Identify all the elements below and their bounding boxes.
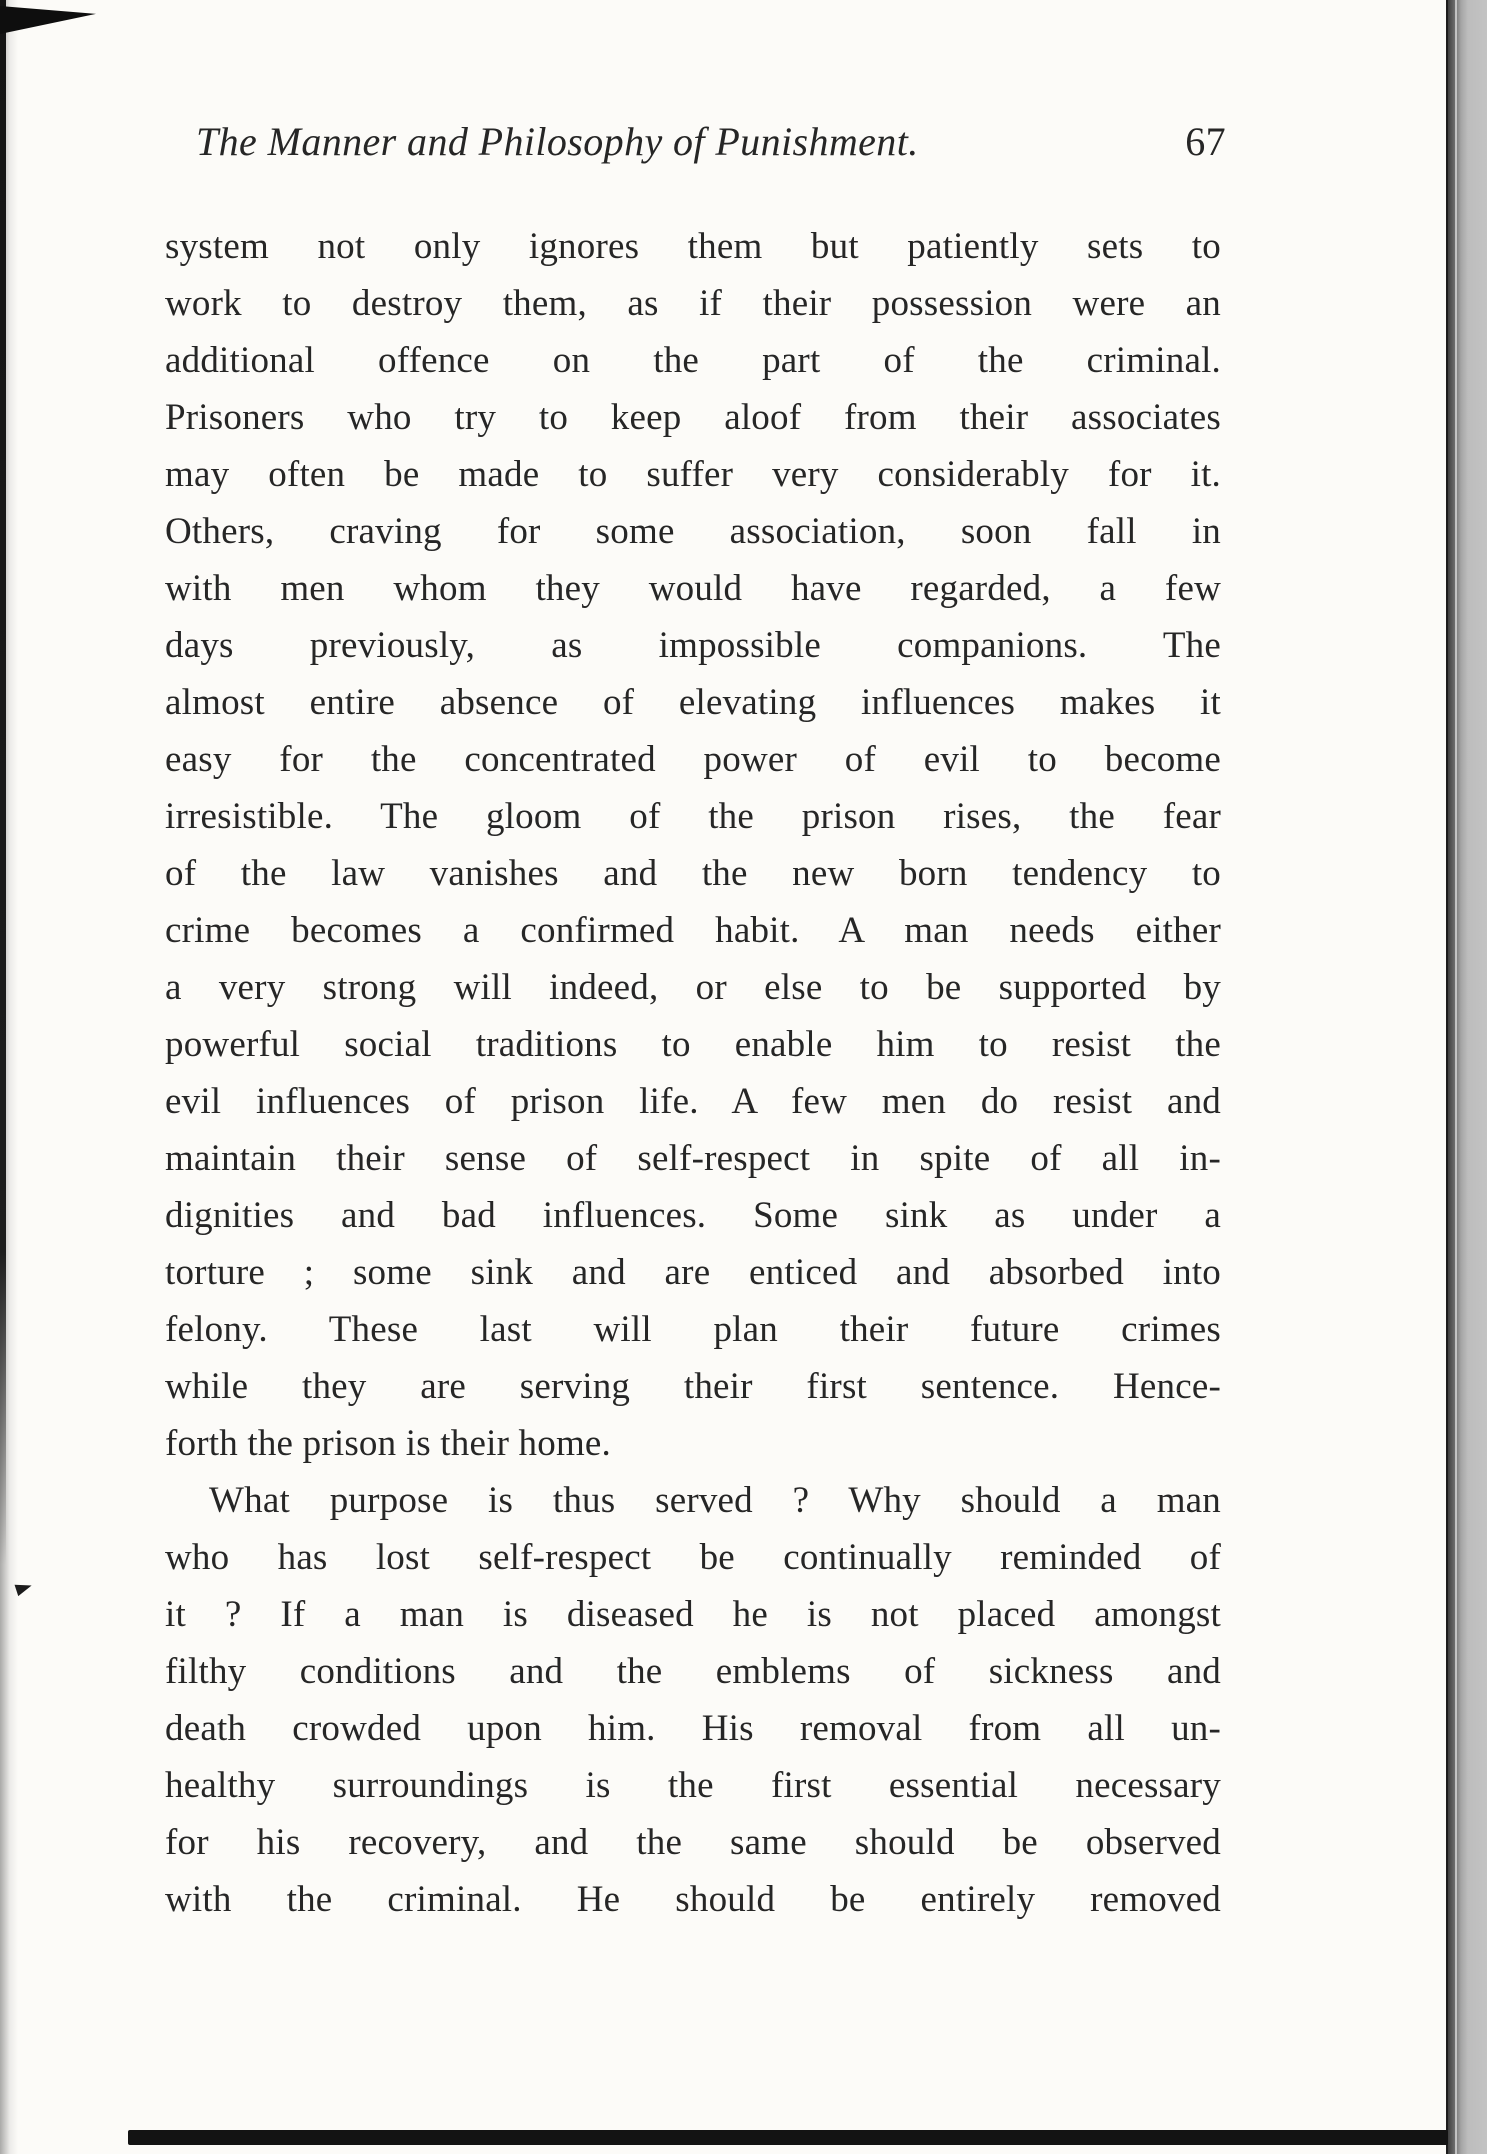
bottom-scan-bar [128, 2130, 1448, 2145]
text-line: who has lost self-respect be continually reminded of [165, 1537, 1221, 1578]
scan-highlight-line-right [1455, 0, 1457, 2154]
text-line: with men whom they would have regarded, a few [165, 568, 1221, 609]
text-line: felony. These last will plan their future crimes [165, 1309, 1221, 1350]
text-line: days previously, as impossible companions. The [165, 625, 1221, 666]
text-line: powerful social traditions to enable him to resist the [165, 1024, 1221, 1065]
text-line: with the criminal. He should be entirely removed [165, 1879, 1221, 1920]
text-line: of the law vanishes and the new born tendency to [165, 853, 1221, 894]
text-line: may often be made to suffer very considerably for it. [165, 454, 1221, 495]
binding-line-left [0, 0, 6, 1565]
body-text [165, 218, 1221, 1928]
text-line: work to destroy them, as if their possession were an [165, 283, 1221, 324]
text-line: for his recovery, and the same should be observed [165, 1822, 1221, 1863]
corner-ink-mark [0, 6, 96, 34]
paragraph [165, 218, 1221, 1472]
text-line: What purpose is thus served ? Why should a man [209, 1480, 1221, 1521]
text-line: filthy conditions and the emblems of sickness and [165, 1651, 1221, 1692]
scan-edge-right [1446, 0, 1487, 2154]
text-line: irresistible. The gloom of the prison rises, the fear [165, 796, 1221, 837]
text-line: forth the prison is their home. [165, 1423, 612, 1464]
text-line: it ? If a man is diseased he is not placed amongst [165, 1594, 1221, 1635]
text-line: system not only ignores them but patiently sets to [165, 226, 1221, 267]
text-line: while they are serving their first sentence. Hence- [165, 1366, 1221, 1407]
text-line: healthy surroundings is the first essential necessary [165, 1765, 1221, 1806]
text-line: death crowded upon him. His removal from all un- [165, 1708, 1221, 1749]
text-line: evil influences of prison life. A few men do resist and [165, 1081, 1221, 1122]
running-header [196, 118, 1226, 165]
text-line: additional offence on the part of the criminal. [165, 340, 1221, 381]
text-line: almost entire absence of elevating influences makes it [165, 682, 1221, 723]
page-title: The Manner and Philosophy of Punishment. [196, 119, 919, 164]
text-line: a very strong will indeed, or else to be supported by [165, 967, 1221, 1008]
text-line: Prisoners who try to keep aloof from their associates [165, 397, 1221, 438]
page-number: 67 [1185, 119, 1226, 164]
text-line: crime becomes a confirmed habit. A man needs either [165, 910, 1221, 951]
paragraph [165, 1472, 1221, 1928]
text-line: dignities and bad influences. Some sink as under a [165, 1195, 1221, 1236]
text-line: torture ; some sink and are enticed and absorbed into [165, 1252, 1221, 1293]
text-line: Others, craving for some association, soon fall in [165, 511, 1221, 552]
text-line: maintain their sense of self-respect in spite of all in- [165, 1138, 1221, 1179]
text-line: easy for the concentrated power of evil to become [165, 739, 1221, 780]
